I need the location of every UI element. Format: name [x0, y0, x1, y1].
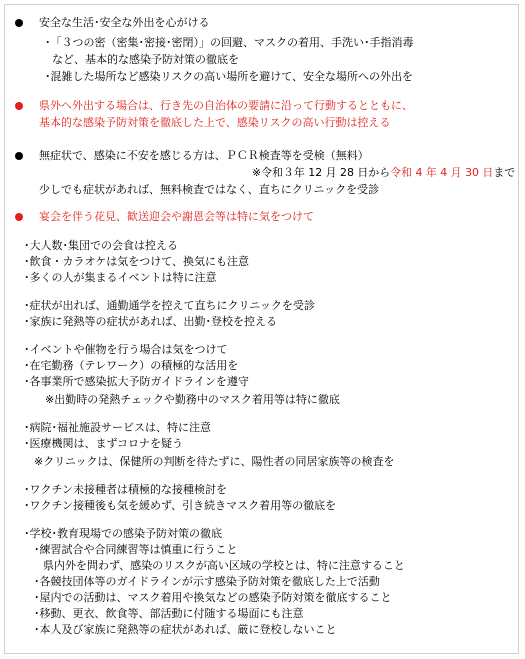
- list-item: ･イベントや催物を行う場合は気をつけて: [24, 343, 228, 356]
- list-item: ･本人及び家族に発熱等の症状があれば、厳に登校しないこと: [34, 623, 337, 636]
- list-item: ･医療機関は、まずコロナを疑う: [24, 437, 183, 450]
- section-4-heading: 宴会を伴う花見、歓送迎会や謝恩会等は特に気をつけて: [39, 210, 314, 223]
- list-item: ･練習試合や合同練習等は慎重に行うこと: [34, 543, 238, 556]
- list-item: ･学校･教育現場での感染予防対策の徹底: [24, 527, 222, 540]
- section-1-heading: 安全な生活･安全な外出を心がける: [39, 16, 210, 29]
- section-3-line: 無症状で、感染に不安を感じる方は、ＰＣＲ検査等を受検（無料）: [39, 149, 369, 162]
- list-item: ･各事業所で感染拡大予防ガイドラインを遵守: [24, 375, 249, 388]
- list-note: ※クリニックは、保健所の判断を待たずに、陽性者の同居家族等の検査を: [34, 455, 395, 468]
- red-bullet-icon: [15, 102, 23, 110]
- list-item: ･移動、更衣、飲食等、部活動に付随する場面にも注意: [34, 607, 304, 620]
- list-item: ･各競技団体等のガイドラインが示す感染予防対策を徹底した上で活動: [34, 575, 380, 588]
- date-until: 令和 4 年 4 月 30 日: [390, 166, 494, 179]
- list-item: ･多くの人が集まるイベントは特に注意: [24, 271, 217, 284]
- list-note: ※出勤時の発熱チェックや勤務中のマスク着用等は特に徹底: [45, 393, 340, 406]
- list-item: ･ワクチン未接種者は積極的な接種検討を: [24, 483, 227, 496]
- list-item: ･在宅勤務（テレワーク）の積極的な活用を: [24, 359, 239, 372]
- list-item: ･大人数･集団での会食は控える: [24, 239, 178, 252]
- red-bullet-icon: [15, 213, 23, 221]
- list-item: ･症状が出れば、通勤通学を控えて直ちにクリニックを受診: [24, 299, 315, 312]
- list-item: ･病院･福祉施設サービスは、特に注意: [24, 421, 211, 434]
- section-3-date-line: [252, 166, 515, 180]
- section-3-line: 少しでも症状があれば、無料検査ではなく、直ちにクリニックを受診: [39, 183, 380, 196]
- bullet-icon: [15, 152, 23, 160]
- list-item: 県内外を問わず、感染のリスクが高い区域の学校とは、特に注意すること: [43, 559, 405, 572]
- date-from: ※令和３年 12 月 28 日から: [252, 166, 391, 179]
- section-1-line: ･「３つの密（密集･密接･密閉）」の回避、マスクの着用、手洗い･手指消毒: [45, 36, 414, 49]
- section-1-line: など、基本的な感染予防対策の徹底を: [52, 53, 239, 66]
- list-item: ･飲食・カラオケは気をつけて、換気にも注意: [24, 255, 250, 268]
- section-2-line: 県外へ外出する場合は、行き先の自治体の要請に沿って行動するとともに、: [39, 99, 413, 112]
- section-2-line: 基本的な感染予防対策を徹底した上で、感染リスクの高い行動は控える: [39, 116, 391, 129]
- list-item: ･ワクチン接種後も気を緩めず、引き続きマスク着用等の徹底を: [24, 499, 337, 512]
- list-item: ･家族に発熱等の症状があれば、出勤･登校を控える: [24, 315, 277, 328]
- list-item: ･屋内での活動は、マスク着用や換気などの感染予防対策を徹底すること: [34, 591, 392, 604]
- bullet-icon: [15, 19, 23, 27]
- date-suffix: まで: [493, 166, 516, 179]
- section-1-line: ･混雑した場所など感染リスクの高い場所を避けて、安全な場所への外出を: [45, 70, 414, 83]
